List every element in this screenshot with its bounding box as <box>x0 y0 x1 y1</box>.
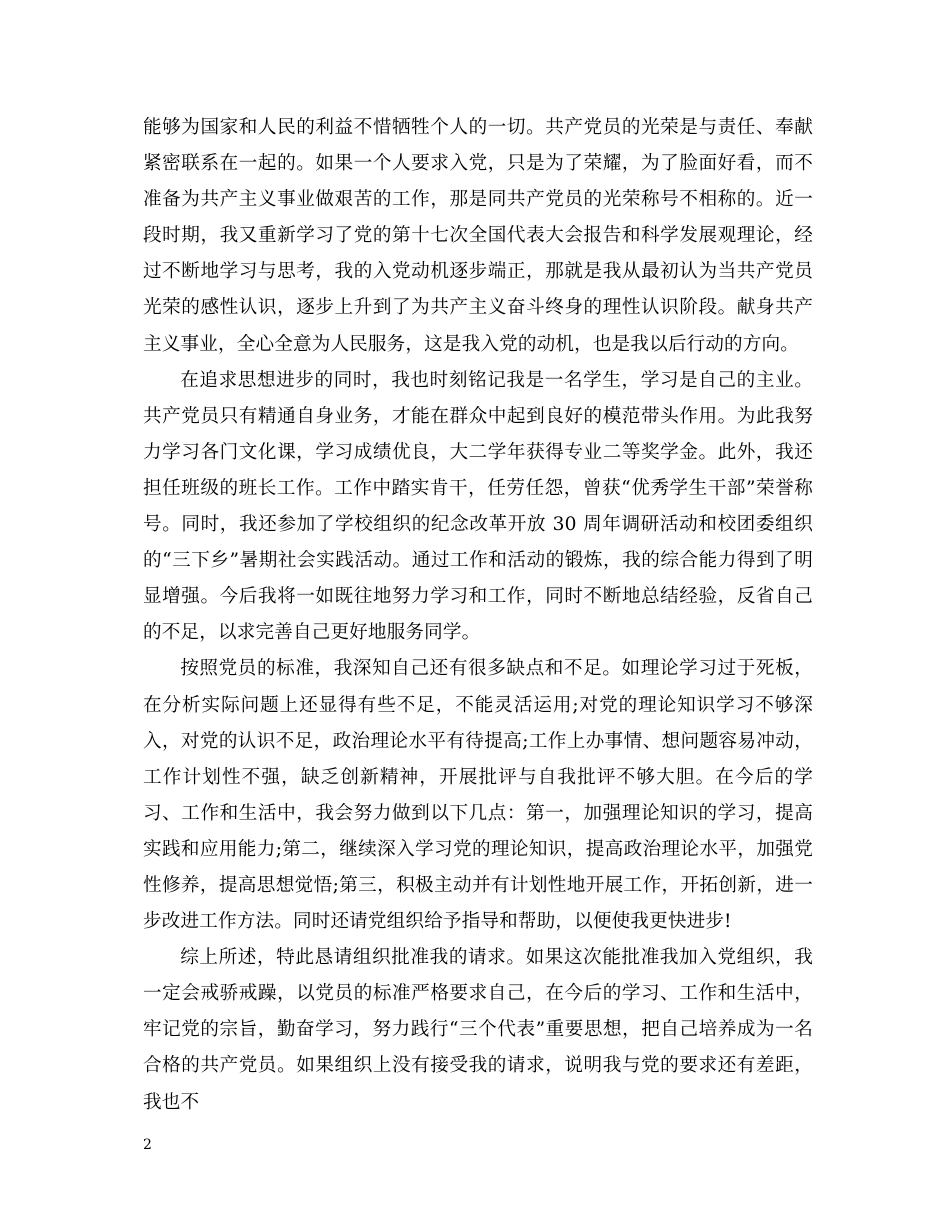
paragraph-4: 综上所述，特此恳请组织批准我的请求。如果这次能批准我加入党组织，我一定会戒骄戒躁，以党员的标准严格要求自己，在今后的学习、工作和生活中，牢记党的宗旨，勤奋学习，努力践行“三个代表”重要思想，把自己培养成为一名合格的共产党员。如果组织上没有接受我的请求，说明我与党的要求还有差距，我也不 <box>143 947 813 1113</box>
document-body <box>143 110 813 1121</box>
paragraph-2: 在追求思想进步的同时，我也时刻铭记我是一名学生，学习是自己的主业。共产党员只有精通自身业务，才能在群众中起到良好的模范带头作用。为此我努力学习各门文化课，学习成绩优良，大二学年获得专业二等奖学金。此外，我还担任班级的班长工作。工作中踏实肯干，任劳任怨，曾获“优秀学生干部”荣誉称号。同时，我还参加了学校组织的纪念改革开放 30 周年调研活动和校团委组织的“三下乡”暑期社会实践活动。通过工作和活动的锻炼，我的综合能力得到了明显增强。今后我将一如既往地努力学习和工作，同时不断地总结经验，反省自己的不足，以求完善自己更好地服务同学。 <box>143 369 813 644</box>
paragraph-1: 能够为国家和人民的利益不惜牺牲个人的一切。共产党员的光荣是与责任、奉献紧密联系在一起的。如果一个人要求入党，只是为了荣耀，为了脸面好看，而不准备为共产主义事业做艰苦的工作，那是同共产党员的光荣称号不相称的。近一段时期，我又重新学习了党的第十七次全国代表大会报告和科学发展观理论，经过不断地学习与思考，我的入党动机逐步端正，那就是我从最初认为当共产党员光荣的感性认识，逐步上升到了为共产主义奋斗终身的理性认识阶段。献身共产主义事业，全心全意为人民服务，这是我入党的动机，也是我以后行动的方向。 <box>143 117 813 355</box>
paragraph-3: 按照党员的标准，我深知自己还有很多缺点和不足。如理论学习过于死板，在分析实际问题上还显得有些不足，不能灵活运用;对党的理论知识学习不够深入，对党的认识不足，政治理论水平有待提高;工作上办事情、想问题容易冲动，工作计划性不强，缺乏创新精神，开展批评与自我批评不够大胆。在今后的学习、工作和生活中，我会努力做到以下几点：第一，加强理论知识的学习，提高实践和应用能力;第二，继续深入学习党的理论知识，提高政治理论水平，加强党性修养，提高思想觉悟;第三，积极主动并有计划性地开展工作，开拓创新，进一步改进工作方法。同时还请党组织给予指导和帮助，以便使我更快进步! <box>143 658 813 933</box>
page-number: 2 <box>143 1137 152 1153</box>
